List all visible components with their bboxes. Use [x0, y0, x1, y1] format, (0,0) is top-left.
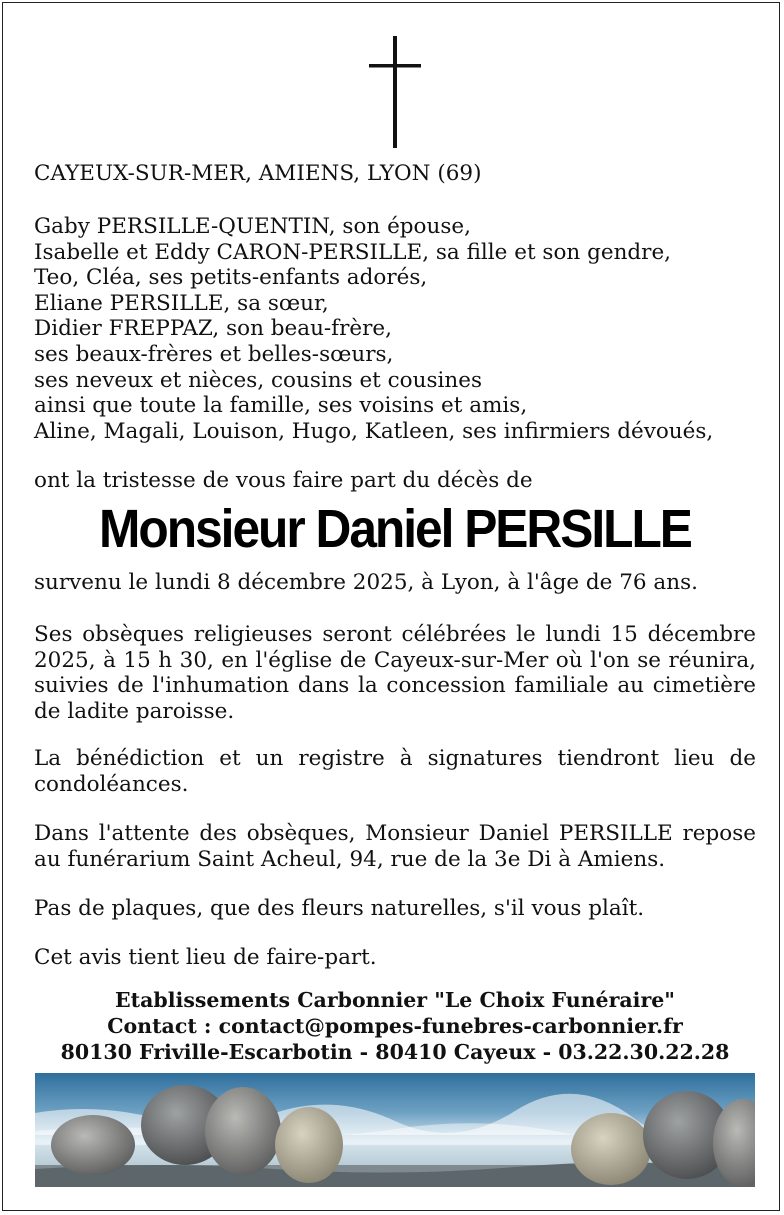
announcement-line: ont la tristesse de vous faire part du décès de: [34, 468, 533, 493]
family-line: Didier FREPPAZ, son beau-frère,: [34, 316, 392, 342]
funeral-home-block: [34, 987, 756, 1065]
company-address: 80130 Friville-Escarbotin - 80410 Cayeux - 03.22.30.22.28: [60, 1040, 730, 1064]
obituary-notice: [2, 2, 780, 1211]
funeral-paragraph: Ses obsèques religieuses seront célébrées le lundi 15 décembre 2025, à 15 h 30, en l'église de Cayeux-sur-Mer où l'on se réunira, suivies de l'inhumation dans la concession familiale au cimetière de ladite paroisse.: [34, 622, 756, 724]
deceased-name: Monsieur Daniel PERSILLE: [99, 499, 691, 559]
condolences-paragraph: La bénédiction et un registre à signatures tiendront lieu de condoléances.: [34, 746, 756, 797]
death-details: survenu le lundi 8 décembre 2025, à Lyon, à l'âge de 76 ans.: [34, 570, 698, 595]
rests-paragraph: Dans l'attente des obsèques, Monsieur Daniel PERSILLE repose au funérarium Saint Acheul, 94, rue de la 3e Di à Amiens.: [34, 821, 756, 872]
family-line: Teo, Cléa, ses petits-enfants adorés,: [34, 265, 428, 291]
family-line: Gaby PERSILLE-QUENTIN, son épouse,: [34, 214, 471, 239]
family-line: Eliane PERSILLE, sa sœur,: [34, 290, 329, 316]
pebbles-image: [35, 1073, 755, 1187]
family-line: Isabelle et Eddy CARON-PERSILLE, sa fille et son gendre,: [34, 239, 672, 265]
family-line: ses neveux et nièces, cousins et cousines: [34, 367, 482, 393]
company-contact: Contact : contact@pompes-funebres-carbonnier.fr: [107, 1014, 683, 1038]
locations-line: CAYEUX-SUR-MER, AMIENS, LYON (69): [34, 161, 482, 186]
family-line: ainsi que toute la famille, ses voisins et amis,: [34, 393, 528, 419]
company-name: Etablissements Carbonnier "Le Choix Funéraire": [115, 988, 675, 1012]
cross-icon: [367, 36, 423, 148]
flowers-paragraph: Pas de plaques, que des fleurs naturelles, s'il vous plaît.: [34, 896, 645, 921]
family-line: Aline, Magali, Louison, Hugo, Katleen, ses infirmiers dévoués,: [34, 418, 714, 444]
family-line: ses beaux-frères et belles-sœurs,: [34, 342, 394, 367]
notice-paragraph: Cet avis tient lieu de faire-part.: [34, 945, 377, 970]
